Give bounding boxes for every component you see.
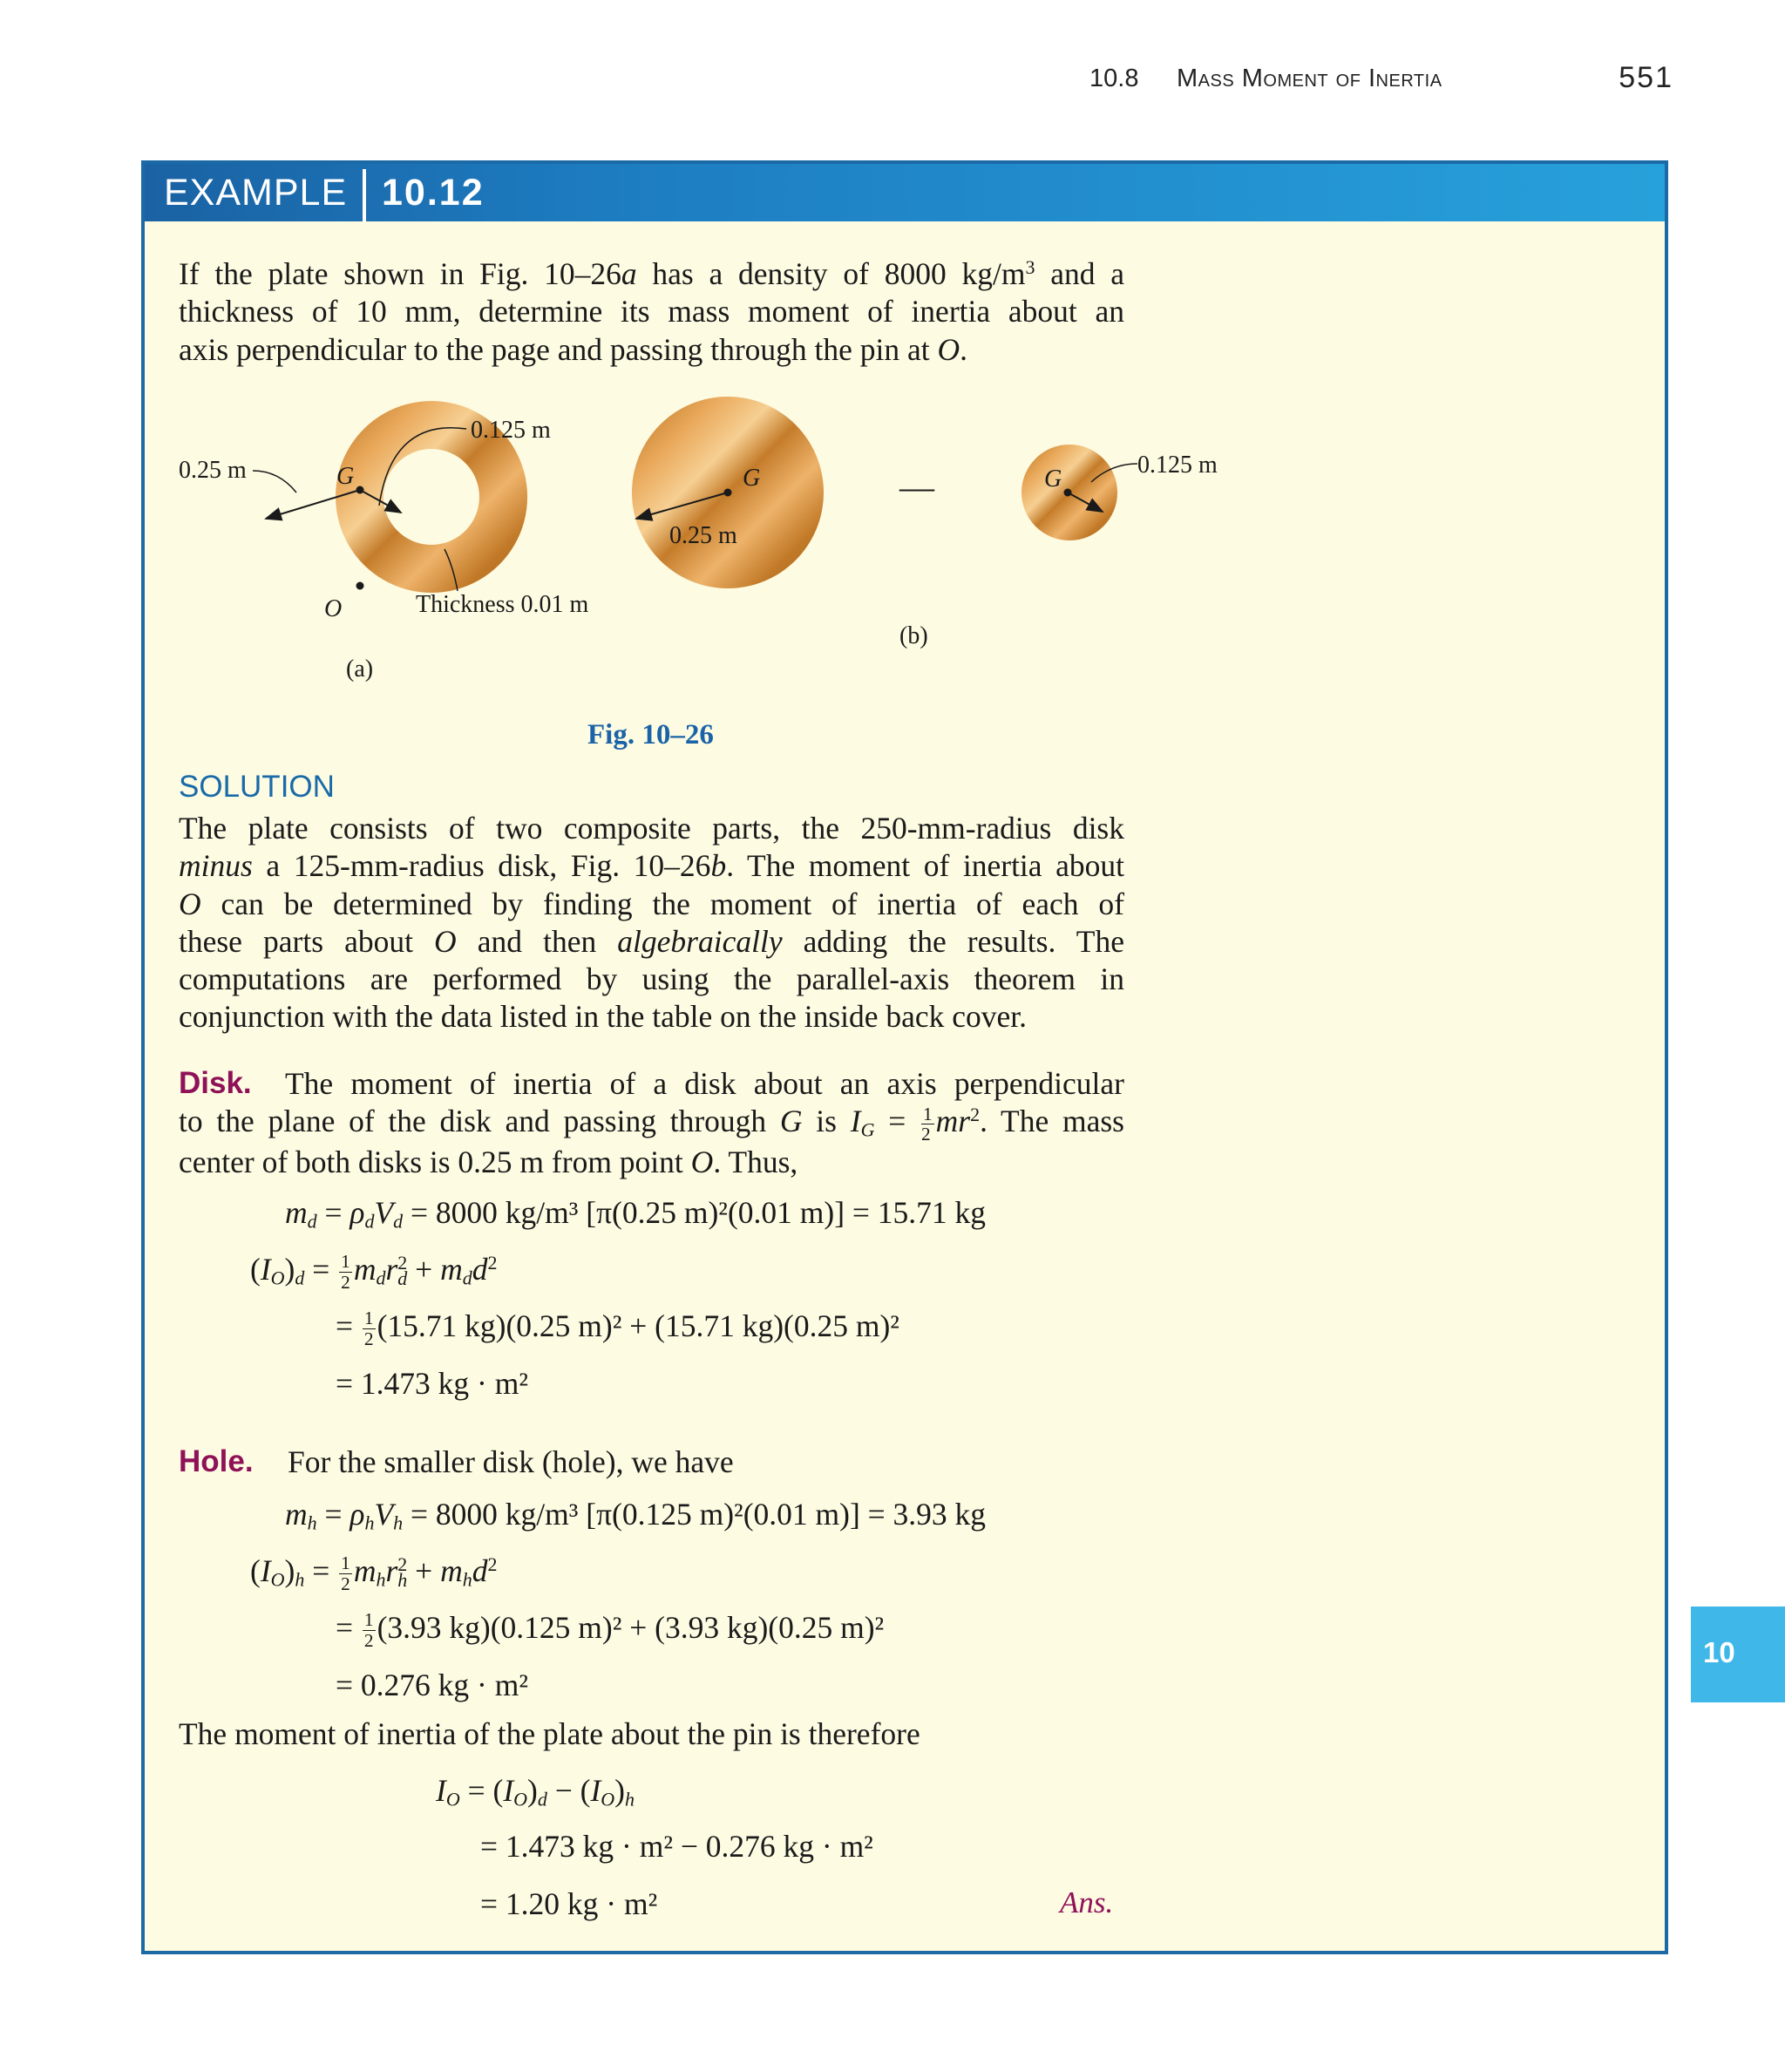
hole-eq-io-result: = 0.276 kg · m² — [336, 1668, 528, 1702]
figure-10-26 — [166, 384, 1264, 706]
label-inner-radius: 0.125 m — [471, 417, 551, 444]
hole-eq-io: $(I_O)_h$ = $\frac{1}{2}$ $m_hr^2_h + m_hd^2$ — [250, 1552, 498, 1594]
disk-line-2: to the plane of the disk and passing through G is $I_G$ = $\frac{1}{2}$ $mr^2$. The mass — [179, 1103, 1124, 1145]
label-big-radius: 0.25 m — [669, 522, 737, 549]
caption-b: (b) — [899, 622, 928, 649]
disk-eq-io-result: = 1.473 kg · m² — [336, 1366, 528, 1401]
disk-heading: Disk. — [179, 1066, 252, 1100]
label-small-g: G — [1044, 465, 1062, 493]
disk-line-1: The moment of inertia of a disk about an axis perpendicular — [285, 1066, 1124, 1101]
solution-line-2: minus a 125-mm-radius disk, Fig. 10–26b. The moment of inertia about — [179, 848, 1125, 884]
solution-heading: SOLUTION — [179, 770, 335, 804]
solution-line-1: The plate consists of two composite parts, the 250-mm-radius disk — [179, 811, 1124, 846]
chapter-tab[interactable] — [1691, 1607, 1785, 1702]
problem-line-2: thickness of 10 mm, determine its mass moment of inertia about an — [179, 294, 1124, 329]
label-big-g: G — [743, 465, 761, 492]
hole-heading: Hole. — [179, 1444, 254, 1478]
label-thickness: Thickness 0.01 m — [416, 591, 589, 618]
section-title: Mass Moment of Inertia — [1177, 65, 1442, 92]
pin-o — [356, 582, 364, 590]
solution-line-5: computations are performed by using the parallel-axis theorem in — [179, 961, 1124, 997]
hole-eq-io-sub: = $\frac{1}{2}$ (3.93 kg)(0.125 m)² + (3.93 kg)(0.25 m)² — [336, 1609, 885, 1651]
example-label: EXAMPLE — [164, 172, 348, 214]
figure-b — [632, 397, 1218, 649]
running-header — [1089, 61, 1673, 99]
example-header-bar — [145, 164, 1665, 221]
total-intro: The moment of inertia of the plate about the pin is therefore — [179, 1716, 920, 1751]
disk-eq-mass: $m_d = \rho_dV_d = 8000$ kg/m³ [π(0.25 m)²(0.01 m)] = 15.71 kg — [285, 1195, 987, 1233]
label-pin-o: O — [324, 595, 343, 622]
total-eq-3: = 1.20 kg · m² — [480, 1886, 658, 1921]
total-eq-2: = 1.473 kg · m² − 0.276 kg · m² — [480, 1829, 873, 1864]
figure-a — [179, 401, 589, 683]
disk-eq-io-sub: = $\frac{1}{2}$ (15.71 kg)(0.25 m)² + (15.71 kg)(0.25 m)² — [336, 1308, 899, 1349]
label-outer-radius: 0.25 m — [179, 457, 247, 484]
answer-label: Ans. — [1060, 1885, 1114, 1919]
figure-caption: Fig. 10–26 — [587, 719, 714, 751]
label-small-radius: 0.125 m — [1137, 452, 1218, 479]
total-eq-1: $I_O = (I_O)_d - (I_O)_h$ — [436, 1773, 635, 1810]
solution-line-4: these parts about O and then algebraically adding the results. The — [179, 923, 1124, 959]
example-number: 10.12 — [382, 172, 485, 214]
label-a-g: G — [336, 463, 355, 490]
solution-line-6: conjunction with the data listed in the table on the inside back cover. — [179, 999, 1028, 1035]
hole-intro: For the smaller disk (hole), we have — [288, 1444, 734, 1479]
problem-line-3: axis perpendicular to the page and passing through the pin at O. — [179, 331, 968, 367]
chapter-tab-number: 10 — [1703, 1636, 1735, 1668]
problem-line-1: If the plate shown in Fig. 10–26a has a density of 8000 $kg/m^3$ and a — [179, 255, 1124, 291]
disk-paragraph — [179, 1065, 1124, 1182]
section-number: 10.8 — [1089, 65, 1139, 92]
caption-a: (a) — [346, 656, 374, 683]
hole-eq-mass: $m_h = \rho_hV_h = 8000$ kg/m³ [π(0.125 m)²(0.01 m)] = 3.93 kg — [285, 1497, 987, 1534]
example-divider — [363, 169, 366, 221]
disk-eq-io: $(I_O)_d$ = $\frac{1}{2}$ $m_dr^2_d + m_dd^2$ — [250, 1251, 498, 1293]
page-number: 551 — [1619, 61, 1673, 94]
disk-line-3: center of both disks is 0.25 m from point O. Thus, — [179, 1145, 798, 1180]
problem-statement — [179, 255, 1124, 369]
solution-line-3: O can be determined by finding the moment of inertia of each of — [179, 886, 1124, 921]
solution-paragraph — [179, 810, 1124, 1036]
minus-sign: — — [899, 467, 934, 506]
